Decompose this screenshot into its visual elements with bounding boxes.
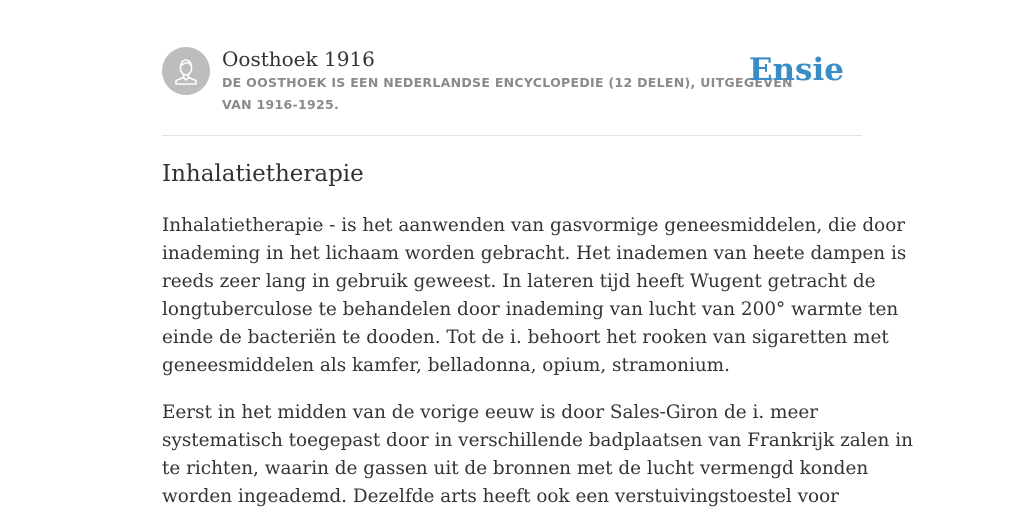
ensie-logo-link[interactable]: Ensie [748,52,844,88]
paragraph-line: systematisch toegepast door in verschillende badplaatsen van Frankrijk zalen in [162,430,913,451]
source-header [162,46,862,136]
paragraph-line: longtuberculose te behandelen door inademing van lucht van 200° warmte ten [162,299,899,320]
paragraph-line: Eerst in het midden van de vorige eeuw is door Sales-Giron de i. meer [162,402,819,423]
source-description [222,72,793,116]
paragraph-line: worden ingeademd. Dezelfde arts heeft ook een verstuivingstoestel voor [162,486,839,507]
paragraph-line: inademing in het lichaam worden gebracht. Het inademen van heete dampen is [162,243,907,264]
paragraph-line: geneesmiddelen als kamfer, belladonna, opium, stramonium. [162,355,730,376]
source-description-line: DE OOSTHOEK IS EEN NEDERLANDSE ENCYCLOPEDIE (12 DELEN), UITGEGEVEN [222,75,793,90]
source-title[interactable]: Oosthoek 1916 [222,47,375,71]
paragraph-line: Inhalatietherapie - is het aanwenden van gasvormige geneesmiddelen, die door [162,215,906,236]
header-divider [162,135,862,136]
user-avatar-icon[interactable] [162,47,210,95]
article-paragraph [162,399,913,511]
paragraph-line: te richten, waarin de gassen uit de bronnen met de lucht vermengd konden [162,458,869,479]
article-paragraph [162,212,907,380]
source-description-line: VAN 1916-1925. [222,97,340,112]
paragraph-line: reeds zeer lang in gebruik geweest. In lateren tijd heeft Wugent getracht de [162,271,876,292]
article-title: Inhalatietherapie [162,161,364,187]
paragraph-line: einde de bacteriën te dooden. Tot de i. behoort het rooken van sigaretten met [162,327,889,348]
article-body [162,212,913,512]
